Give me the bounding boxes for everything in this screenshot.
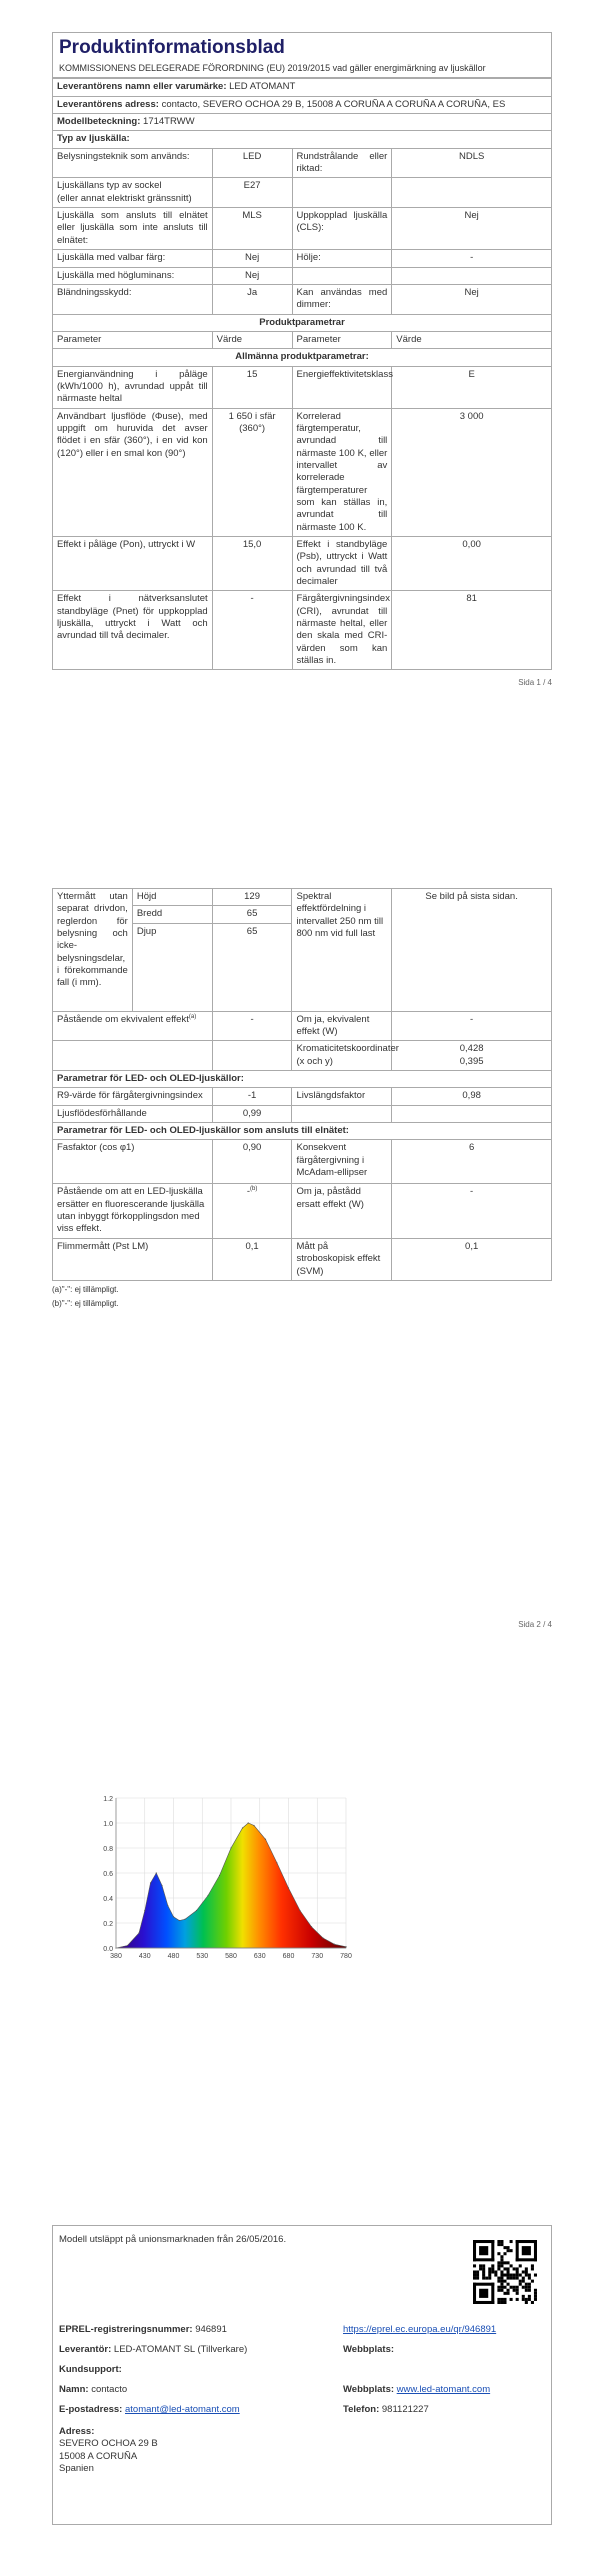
empty-cell — [53, 1041, 213, 1071]
param-label: Ljuskälla med högluminans: — [53, 267, 213, 284]
flicker-label: Flimmermått (Pst LM) — [53, 1238, 213, 1280]
web2-row — [343, 2384, 490, 2396]
contact-box — [52, 2225, 552, 2525]
param-value: Nej — [392, 208, 552, 250]
param-label: Uppkopplad ljuskälla (CLS): — [292, 208, 392, 250]
supplier-row — [59, 2344, 247, 2356]
supplier-row — [53, 79, 552, 96]
r9-value: -1 — [212, 1088, 292, 1105]
spectral-value: Se bild på sista sidan. — [392, 889, 552, 1012]
param-label: Användbart ljusflöde (Φuse), med uppgift om huruvida det avser flödet i en sfär (360°), i en vid kon (120°) eller i en smal kon (90°) — [53, 408, 213, 536]
param-value: E27 — [212, 178, 292, 208]
param-label — [292, 267, 392, 284]
eprel-link[interactable]: https://eprel.ec.europa.eu/qr/946891 — [343, 2324, 497, 2335]
web-label: Webbplats: — [343, 2344, 395, 2355]
type-row — [53, 178, 552, 208]
email-link[interactable]: atomant@led-atomant.com — [125, 2404, 240, 2415]
phase-value: 0,90 — [212, 1140, 292, 1184]
x-tick-label: 730 — [311, 1953, 324, 1960]
strobo-label: Mått på stroboskopisk effekt (SVM) — [292, 1238, 392, 1280]
page-number: Sida 2 / 4 — [518, 1619, 552, 1629]
model-row — [53, 114, 552, 131]
empty-cell — [212, 1041, 292, 1071]
param-value: 3 000 — [392, 408, 552, 536]
website-link[interactable]: www.led-atomant.com — [396, 2384, 491, 2395]
y-tick-label: 1.2 — [103, 1796, 113, 1803]
product-params-header: Produktparametrar — [53, 314, 552, 331]
spectrum-point — [248, 1822, 249, 1823]
param-value: Nej — [212, 267, 292, 284]
x-tick-label: 530 — [196, 1953, 209, 1960]
general-param-row — [53, 366, 552, 408]
equiv-value: - — [212, 1011, 292, 1041]
param-value: Nej — [392, 284, 552, 314]
type-rows — [53, 148, 552, 314]
supplier-value: LED-ATOMANT SL (Tillverkare) — [113, 2344, 248, 2355]
replace-footnote: (b) — [249, 1186, 258, 1193]
spectrum-point — [311, 1926, 312, 1927]
col-param-2: Parameter — [292, 331, 392, 348]
depth-value: 65 — [212, 923, 292, 1011]
replace-yes-value: - — [392, 1184, 552, 1238]
param-label: Korrelerad färgtemperatur, avrundad till närmaste 100 K, eller intervallet av korrelerade färgtemperaturer som kan ställas in, avrundat till närmaste 100 K. — [292, 408, 392, 536]
param-label: Ljuskälla som ansluts till elnätet eller ljuskälla som inte ansluts till elnätet: — [53, 208, 213, 250]
param-value: Ja — [212, 284, 292, 314]
param-label: Färgåtergivningsindex (CRI), avrundat till närmaste heltal, eller den skala med CRI-värden som kan ställas in. — [292, 591, 392, 670]
y-tick-label: 0.6 — [103, 1871, 113, 1878]
spectrum-point — [138, 1932, 139, 1933]
strobo-value: 0,1 — [392, 1238, 552, 1280]
address-line-3: Spanien — [59, 2463, 94, 2475]
regulation-subtitle: KOMMISSIONENS DELEGERADE FÖRORDNING (EU) 2019/2015 vad gäller energimärkning av ljuskällor — [52, 63, 552, 79]
mls-params-header: Parametrar för LED- och OLED-ljuskällor som ansluts till elnätet: — [53, 1123, 552, 1140]
param-value: - — [392, 250, 552, 267]
depth-label: Djup — [132, 923, 212, 1011]
y-tick-label: 0.0 — [103, 1946, 113, 1953]
y-tick-label: 0.4 — [103, 1896, 113, 1903]
spectrum-point — [167, 1905, 168, 1906]
spectrum-point — [230, 1847, 231, 1848]
phone-value: 981121227 — [381, 2404, 429, 2415]
email-label: E-postadress: — [59, 2404, 123, 2415]
spectrum-point — [144, 1910, 145, 1911]
general-param-row — [53, 591, 552, 670]
height-label: Höjd — [132, 889, 212, 906]
spectrum-point — [207, 1895, 208, 1896]
chroma-label: Kromaticitetskoordinater (x och y) — [292, 1041, 392, 1071]
chroma-y: 0,395 — [459, 1055, 484, 1067]
replace-value: - — [246, 1186, 250, 1198]
life-label: Livslängdsfaktor — [292, 1088, 392, 1105]
chroma-x: 0,428 — [459, 1043, 484, 1055]
eprel-row — [59, 2324, 227, 2336]
supplier-label: Leverantörens namn eller varumärke: — [57, 81, 227, 93]
dims-label: Yttermått utan separat drivdon, reglerdon för belysning och icke-belysningsdelar, i förekommande fall (i mm). — [53, 889, 133, 1012]
spectrum-point — [265, 1839, 266, 1840]
param-value: LED — [212, 148, 292, 178]
width-label: Bredd — [132, 906, 212, 923]
eprel-label: EPREL-registreringsnummer: — [59, 2324, 193, 2335]
spectrum-point — [184, 1919, 185, 1920]
spectrum-point — [196, 1910, 197, 1911]
param-label: Effekt i påläge (Pon), uttryckt i W — [53, 537, 213, 591]
param-label: Ljuskälla med valbar färg: — [53, 250, 213, 267]
name-label: Namn: — [59, 2384, 89, 2395]
spectrum-point — [299, 1910, 300, 1911]
param-value: E — [392, 366, 552, 408]
param-label: Energianvändning i påläge (kWh/1000 h), avrundad uppåt till närmaste heltal — [53, 366, 213, 408]
supplier-value: LED ATOMANT — [229, 81, 296, 93]
consist-label: Konsekvent färgåtergivning i McAdam-ellipser — [292, 1140, 392, 1184]
page-2 — [52, 888, 552, 1630]
x-tick-label: 780 — [340, 1953, 352, 1960]
param-label: Bländningsskydd: — [53, 284, 213, 314]
col-param-1: Parameter — [53, 331, 213, 348]
y-tick-label: 1.0 — [103, 1821, 113, 1828]
spectrum-point — [253, 1825, 254, 1826]
flicker-value: 0,1 — [212, 1238, 292, 1280]
equiv-yes-label: Om ja, ekvivalent effekt (W) — [292, 1011, 392, 1041]
y-tick-label: 0.2 — [103, 1921, 113, 1928]
email-row — [59, 2404, 240, 2416]
spectrum-point — [288, 1887, 289, 1888]
page-4 — [52, 2225, 552, 2525]
spectrum-chart — [92, 1790, 362, 1970]
spectrum-point — [219, 1875, 220, 1876]
equiv-footnote: (a) — [188, 1013, 197, 1020]
address-label: Leverantörens adress: — [57, 98, 159, 110]
params-table — [52, 888, 552, 1281]
page-1 — [52, 32, 552, 689]
spectrum-point — [127, 1945, 128, 1946]
param-label: Rundstrålande eller riktad: — [292, 148, 392, 178]
param-label: Kan användas med dimmer: — [292, 284, 392, 314]
info-table — [52, 78, 552, 670]
address-line-2: 15008 A CORUÑA — [59, 2450, 138, 2462]
empty-cell — [392, 1105, 552, 1122]
led-params-header: Parametrar för LED- och OLED-ljuskällor: — [53, 1071, 552, 1088]
support-label: Kundsupport: — [59, 2364, 122, 2375]
footnote-b: (b)"-": ej tillämpligt. — [52, 1299, 119, 1309]
width-value: 65 — [212, 906, 292, 923]
param-label — [292, 178, 392, 208]
param-value: 81 — [392, 591, 552, 670]
general-param-row — [53, 537, 552, 591]
x-tick-label: 580 — [225, 1953, 237, 1960]
col-value-2: Värde — [392, 331, 552, 348]
address-block — [59, 2426, 158, 2475]
general-rows — [53, 366, 552, 670]
spectrum-point — [322, 1937, 323, 1938]
equiv-claim — [53, 1011, 213, 1041]
type-row — [53, 284, 552, 314]
empty-cell — [292, 1105, 392, 1122]
qr-code-icon[interactable] — [473, 2240, 537, 2304]
general-params-header: Allmänna produktparametrar: — [53, 349, 552, 366]
param-label: Effekt i nätverksanslutet standbyläge (Pnet) för uppkopplad ljuskälla, uttryckt i Watt och avrundad till två decimaler. — [53, 591, 213, 670]
type-row — [53, 250, 552, 267]
life-value: 0,98 — [392, 1088, 552, 1105]
param-value — [392, 267, 552, 284]
equiv-yes-value: - — [392, 1011, 552, 1041]
param-value: 0,00 — [392, 537, 552, 591]
height-value: 129 — [212, 889, 292, 906]
param-value: MLS — [212, 208, 292, 250]
param-value: - — [212, 591, 292, 670]
param-value: Nej — [212, 250, 292, 267]
r9-label: R9-värde för färgåtergivningsindex — [53, 1088, 213, 1105]
type-row — [53, 148, 552, 178]
type-header: Typ av ljuskälla: — [53, 131, 552, 148]
param-label: Hölje: — [292, 250, 392, 267]
spectrum-point — [242, 1827, 243, 1828]
param-value: 1 650 i sfär (360°) — [212, 408, 292, 536]
page-title: Produktinformationsblad — [52, 32, 552, 63]
spectrum-point — [161, 1885, 162, 1886]
x-tick-label: 630 — [253, 1953, 266, 1960]
model-label: Modellbeteckning: — [57, 116, 141, 128]
chroma-values — [392, 1041, 552, 1071]
spectrum-point — [156, 1872, 157, 1873]
name-value: contacto — [91, 2384, 128, 2395]
flux-value: 0,99 — [212, 1105, 292, 1122]
type-row — [53, 267, 552, 284]
market-text: Modell utsläppt på unionsmarknaden från 26/05/2016. — [59, 2234, 287, 2245]
general-param-row — [53, 408, 552, 536]
phone-row — [343, 2404, 429, 2416]
page-number: Sida 1 / 4 — [518, 678, 552, 688]
address-row — [53, 96, 552, 113]
name-row — [59, 2384, 127, 2396]
y-tick-label: 0.8 — [103, 1846, 113, 1853]
phase-label: Fasfaktor (cos φ1) — [53, 1140, 213, 1184]
phone-label: Telefon: — [343, 2404, 380, 2415]
x-tick-label: 480 — [167, 1953, 180, 1960]
replace-claim — [212, 1184, 292, 1238]
spectrum-chart-svg — [92, 1790, 362, 1970]
consist-value: 6 — [392, 1140, 552, 1184]
web2-label: Webbplats: — [343, 2384, 395, 2395]
spectral-label: Spektral effektfördelning i intervallet 250 nm till 800 nm vid full last — [292, 889, 392, 1012]
param-value — [392, 178, 552, 208]
footnote-a: (a)"-": ej tillämpligt. — [52, 1284, 119, 1294]
eprel-value: 946891 — [195, 2324, 227, 2335]
param-label: Effekt i standbyläge (Psb), uttryckt i Watt och avrundad till två decimaler — [292, 537, 392, 591]
supplier-label: Leverantör: — [59, 2344, 112, 2355]
spectrum-point — [179, 1920, 180, 1921]
type-row — [53, 208, 552, 250]
model-value: 1714TRWW — [143, 116, 195, 128]
flux-label: Ljusflödesförhållande — [53, 1105, 213, 1122]
spectrum-point — [173, 1916, 174, 1917]
spectrum-point — [150, 1882, 151, 1883]
param-value: 15,0 — [212, 537, 292, 591]
replace-yes-label: Om ja, påstådd ersatt effekt (W) — [292, 1184, 392, 1238]
col-value-1: Värde — [212, 331, 292, 348]
param-label: Belysningsteknik som används: — [53, 148, 213, 178]
address-line-1: SEVERO OCHOA 29 B — [59, 2438, 158, 2450]
param-label: Ljuskällans typ av sockel (eller annat elektriskt gränssnitt) — [53, 178, 213, 208]
equiv-label: Påstående om ekvivalent effekt — [57, 1013, 189, 1025]
param-value: NDLS — [392, 148, 552, 178]
address-label: Adress: — [59, 2426, 95, 2437]
x-tick-label: 380 — [110, 1953, 122, 1960]
spectrum-point — [276, 1862, 277, 1863]
spectrum-point — [334, 1944, 335, 1945]
param-label: Energieffektivitetsklass — [292, 366, 392, 408]
x-tick-label: 680 — [282, 1953, 295, 1960]
x-tick-label: 430 — [138, 1953, 151, 1960]
address-value: contacto, SEVERO OCHOA 29 B, 15008 A CORUÑA A CORUÑA A CORUÑA, ES — [161, 98, 506, 110]
replace-label: Påstående om att en LED-ljuskälla ersätter en fluorescerande ljuskälla utan inbyggt förkopplingsdon med viss effekt. — [53, 1184, 213, 1238]
spectrum-point — [345, 1946, 346, 1947]
param-value: 15 — [212, 366, 292, 408]
